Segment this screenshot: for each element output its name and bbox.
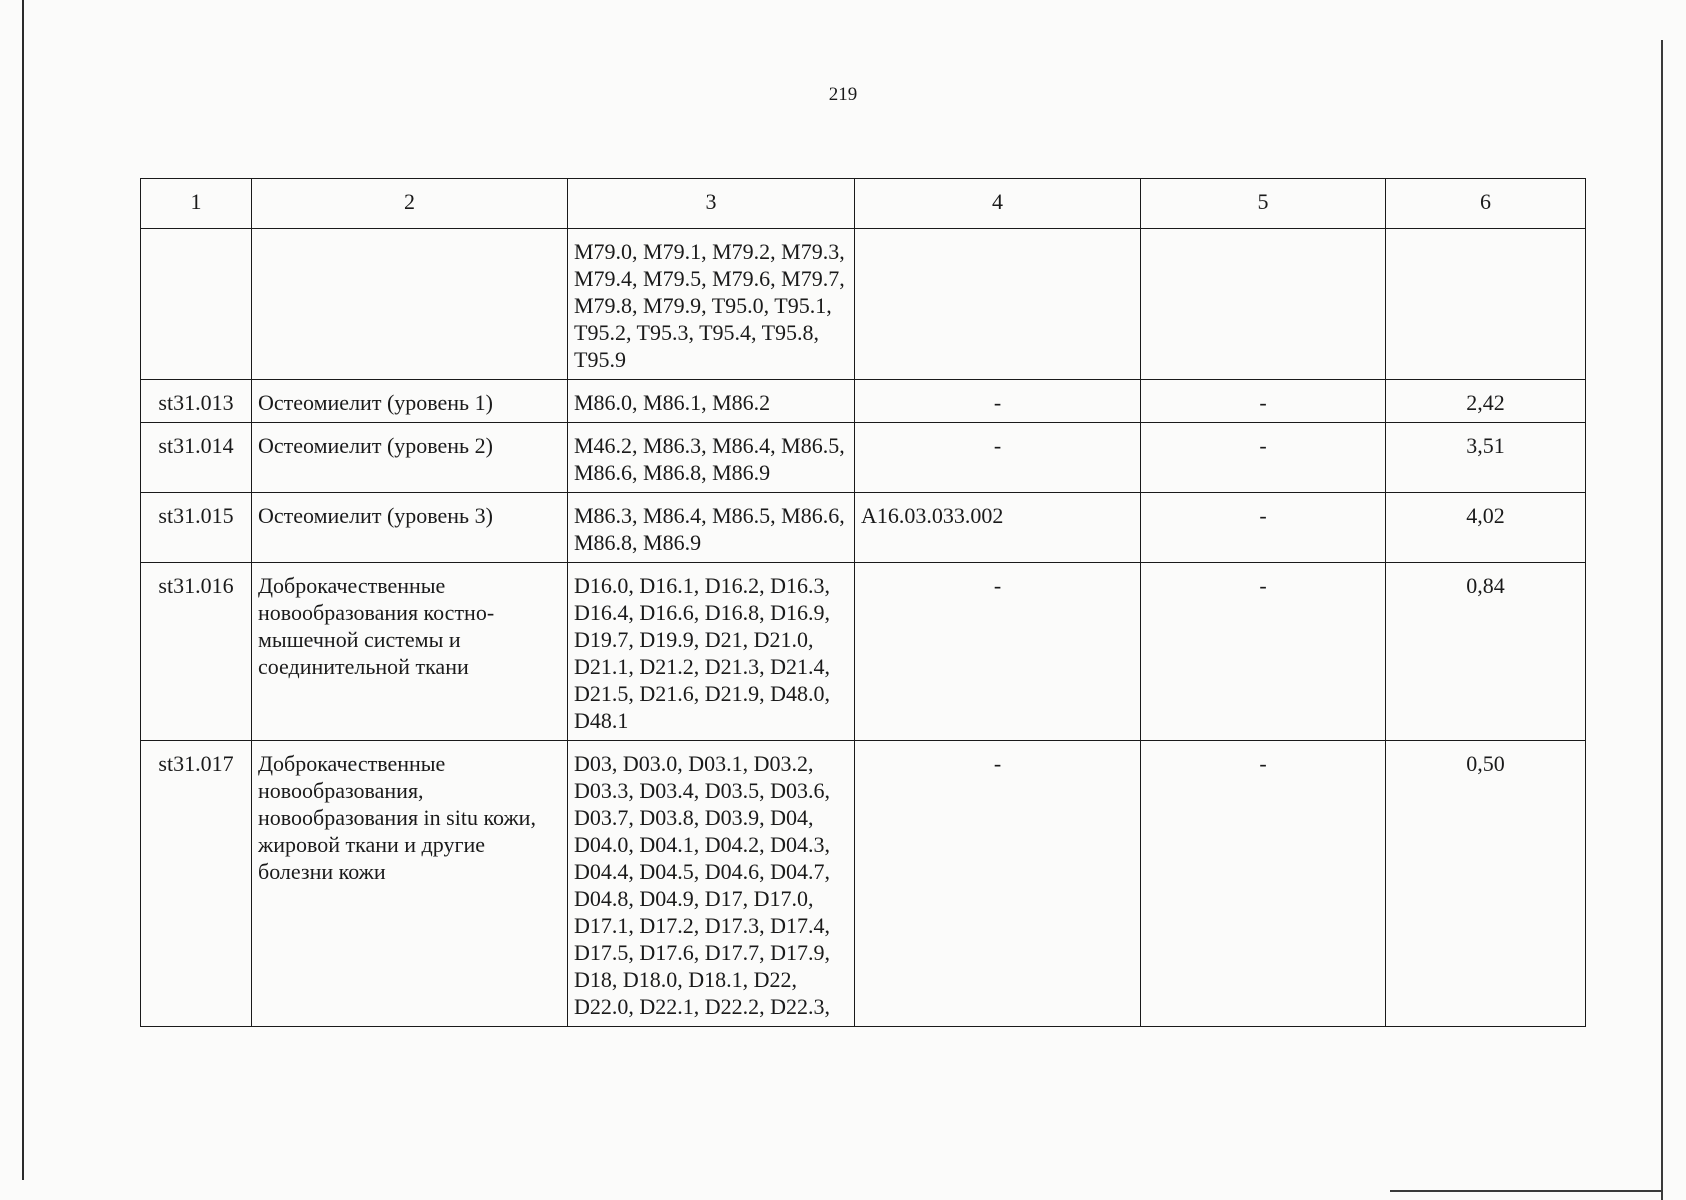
page-number: 219 (828, 84, 858, 105)
header-col-6: 6 (1386, 179, 1586, 229)
name-cell: Доброкачественные новообразования, новообразования in situ кожи, жировой ткани и другие болезни кожи (252, 741, 568, 1027)
code-cell: st31.014 (141, 423, 252, 493)
name-cell: Остеомиелит (уровень 3) (252, 493, 568, 563)
header-col-5: 5 (1141, 179, 1386, 229)
code-cell (141, 229, 252, 380)
header-col-1: 1 (141, 179, 252, 229)
coefficient-cell: 4,02 (1386, 493, 1586, 563)
name-cell: Остеомиелит (уровень 2) (252, 423, 568, 493)
services-cell: - (855, 741, 1141, 1027)
diagnoses-cell: M86.3, M86.4, M86.5, M86.6, M86.8, M86.9 (568, 493, 855, 563)
table-row (141, 563, 1586, 741)
name-cell (252, 229, 568, 380)
diagnoses-cell: M79.0, M79.1, M79.2, M79.3, M79.4, M79.5, M79.6, M79.7, M79.8, M79.9, T95.0, T95.1, T95.2, T95.3, T95.4, T95.8, T95.9 (568, 229, 855, 380)
coefficient-cell (1386, 229, 1586, 380)
services-cell: - (855, 563, 1141, 741)
criteria-cell: - (1141, 563, 1386, 741)
diagnoses-cell: D16.0, D16.1, D16.2, D16.3, D16.4, D16.6, D16.8, D16.9, D19.7, D19.9, D21, D21.0, D21.1, D21.2, D21.3, D21.4, D21.5, D21.6, D21.9, D48.0, D48.1 (568, 563, 855, 741)
criteria-cell: - (1141, 380, 1386, 423)
criteria-cell: - (1141, 493, 1386, 563)
code-cell: st31.016 (141, 563, 252, 741)
name-cell: Остеомиелит (уровень 1) (252, 380, 568, 423)
diagnoses-cell: D03, D03.0, D03.1, D03.2, D03.3, D03.4, D03.5, D03.6, D03.7, D03.8, D03.9, D04, D04.0, D04.1, D04.2, D04.3, D04.4, D04.5, D04.6, D04.7, D04.8, D04.9, D17, D17.0, D17.1, D17.2, D17.3, D17.4, D17.5, D17.6, D17.7, D17.9, D18, D18.0, D18.1, D22, D22.0, D22.1, D22.2, D22.3, (568, 741, 855, 1027)
header-col-4: 4 (855, 179, 1141, 229)
criteria-cell: - (1141, 741, 1386, 1027)
table-row (141, 423, 1586, 493)
services-cell: A16.03.033.002 (855, 493, 1141, 563)
code-cell: st31.017 (141, 741, 252, 1027)
diagnoses-cell: M46.2, M86.3, M86.4, M86.5, M86.6, M86.8, M86.9 (568, 423, 855, 493)
coefficient-cell: 2,42 (1386, 380, 1586, 423)
coefficient-cell: 3,51 (1386, 423, 1586, 493)
header-col-2: 2 (252, 179, 568, 229)
scan-border-left (22, 0, 24, 1180)
scan-border-bottom (1390, 1190, 1662, 1192)
table-row (141, 229, 1586, 380)
table-row (141, 493, 1586, 563)
tariff-table (140, 178, 1586, 1027)
header-row (141, 179, 1586, 229)
criteria-cell (1141, 229, 1386, 380)
code-cell: st31.015 (141, 493, 252, 563)
scan-border-right (1661, 40, 1663, 1200)
services-cell: - (855, 423, 1141, 493)
header-col-3: 3 (568, 179, 855, 229)
coefficient-cell: 0,50 (1386, 741, 1586, 1027)
diagnoses-cell: M86.0, M86.1, M86.2 (568, 380, 855, 423)
services-cell: - (855, 380, 1141, 423)
table-row (141, 380, 1586, 423)
table-row (141, 741, 1586, 1027)
criteria-cell: - (1141, 423, 1386, 493)
name-cell: Доброкачественные новообразования костно-мышечной системы и соединительной ткани (252, 563, 568, 741)
code-cell: st31.013 (141, 380, 252, 423)
services-cell (855, 229, 1141, 380)
coefficient-cell: 0,84 (1386, 563, 1586, 741)
